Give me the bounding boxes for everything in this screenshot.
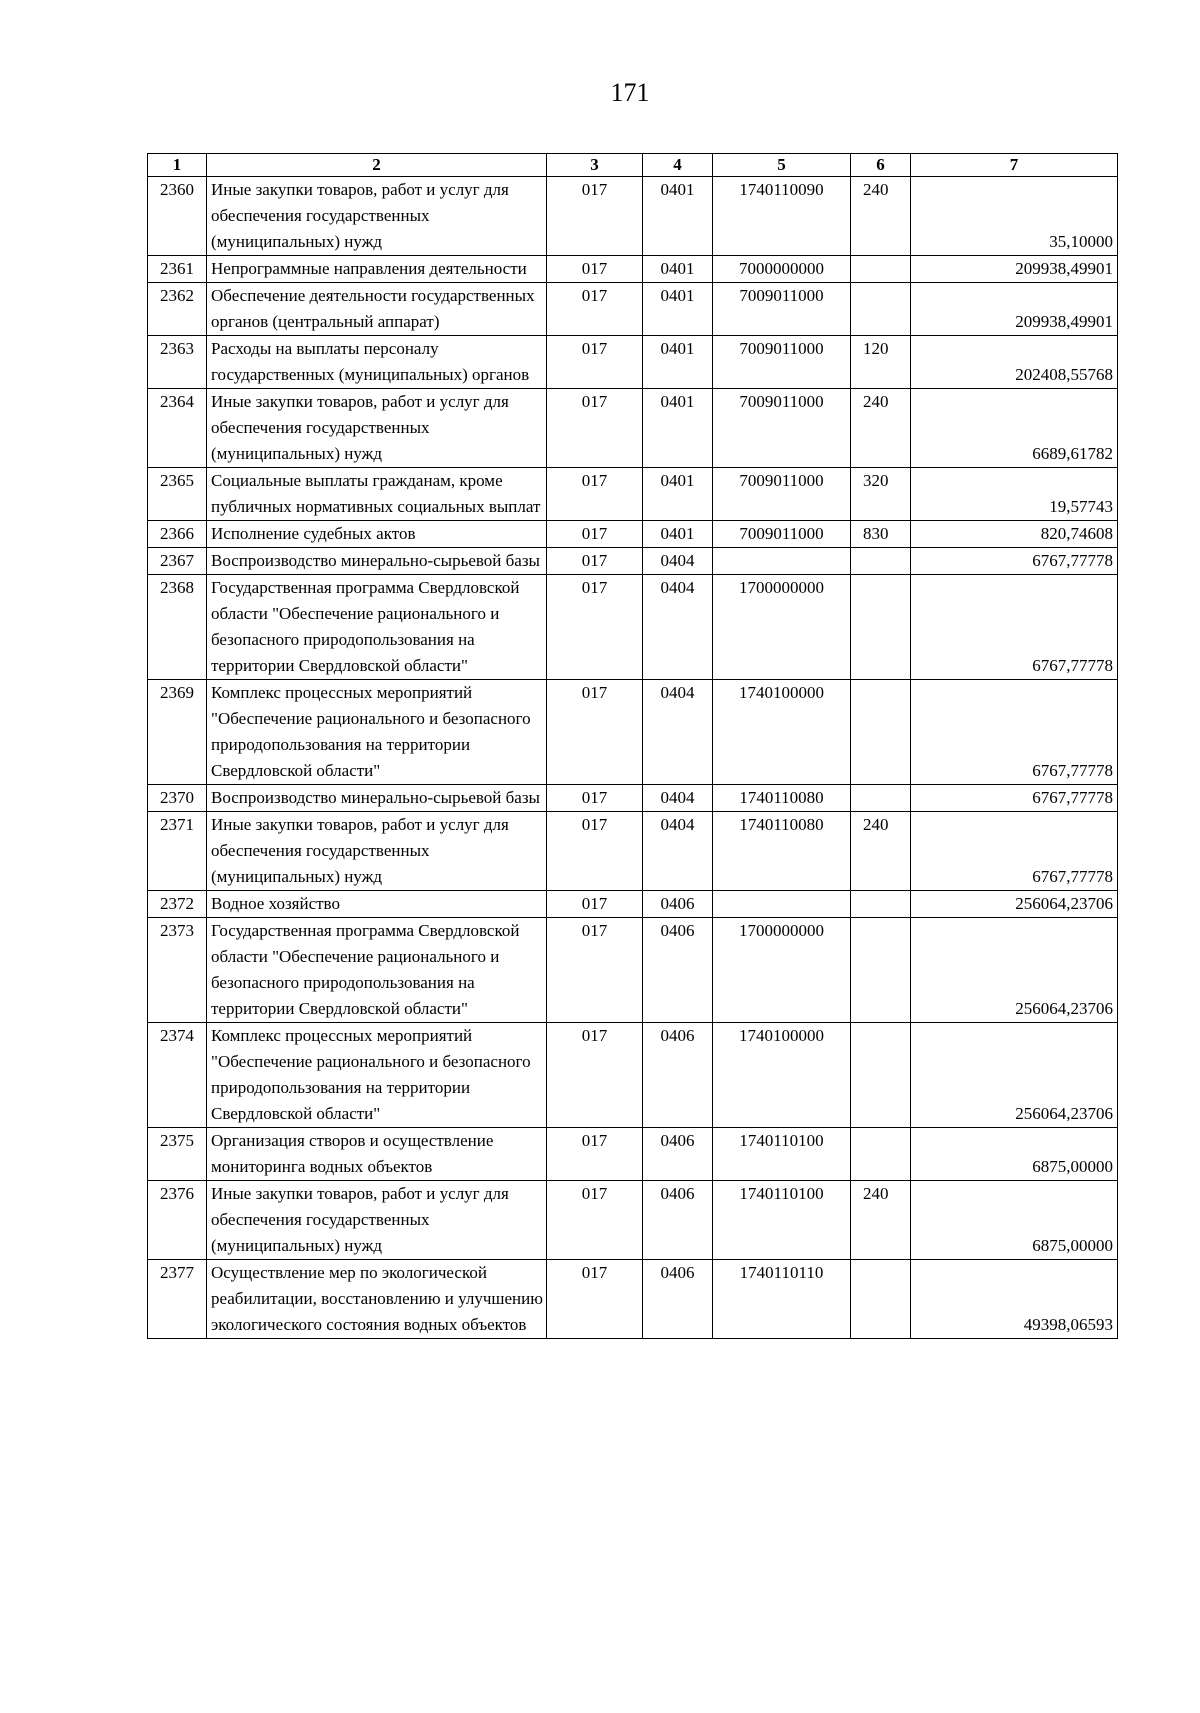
- admin-code-cell: 017: [547, 1181, 643, 1260]
- row-number-cell: 2375: [148, 1128, 207, 1181]
- amount-cell: [911, 283, 1118, 336]
- amount-value: 6767,77778: [1032, 867, 1113, 886]
- amount-cell: [911, 1128, 1118, 1181]
- amount-value: 35,10000: [1049, 232, 1113, 251]
- section-code-cell: 0401: [643, 177, 713, 256]
- target-article-code-cell: 1740110080: [713, 812, 851, 891]
- table-row: [148, 468, 1118, 521]
- expense-name-cell: Социальные выплаты гражданам, кроме публичных нормативных социальных выплат: [207, 468, 547, 521]
- amount-cell: [911, 1023, 1118, 1128]
- expense-type-code-cell: [851, 918, 911, 1023]
- admin-code-cell: 017: [547, 336, 643, 389]
- row-number-cell: 2361: [148, 256, 207, 283]
- expense-name-cell: Непрограммные направления деятельности: [207, 256, 547, 283]
- expense-name-cell: Воспроизводство минерально-сырьевой базы: [207, 785, 547, 812]
- table-row: [148, 575, 1118, 680]
- expense-name-cell: Комплекс процессных мероприятий "Обеспечение рационального и безопасного природопользования на территории Свердловской области": [207, 1023, 547, 1128]
- expense-name-cell: Воспроизводство минерально-сырьевой базы: [207, 548, 547, 575]
- expense-name-cell: Иные закупки товаров, работ и услуг для обеспечения государственных (муниципальных) нужд: [207, 389, 547, 468]
- target-article-code-cell: [713, 548, 851, 575]
- target-article-code-cell: 1740110080: [713, 785, 851, 812]
- row-number-cell: 2365: [148, 468, 207, 521]
- target-article-code-cell: 1740110100: [713, 1128, 851, 1181]
- amount-value: 256064,23706: [1015, 999, 1113, 1018]
- expense-name-cell: Иные закупки товаров, работ и услуг для обеспечения государственных (муниципальных) нужд: [207, 1181, 547, 1260]
- amount-cell: [911, 812, 1118, 891]
- row-number-cell: 2363: [148, 336, 207, 389]
- row-number-cell: 2367: [148, 548, 207, 575]
- amount-value: 209938,49901: [1015, 259, 1113, 278]
- table-row: [148, 521, 1118, 548]
- row-number-cell: 2376: [148, 1181, 207, 1260]
- admin-code-cell: 017: [547, 891, 643, 918]
- amount-value: 49398,06593: [1023, 1315, 1113, 1334]
- target-article-code-cell: 7009011000: [713, 521, 851, 548]
- header-cell-1: 1: [148, 154, 207, 177]
- table-row: [148, 785, 1118, 812]
- row-number-cell: 2373: [148, 918, 207, 1023]
- amount-value: 202408,55768: [1015, 365, 1113, 384]
- row-number-cell: 2372: [148, 891, 207, 918]
- amount-cell: [911, 548, 1118, 575]
- admin-code-cell: 017: [547, 1128, 643, 1181]
- section-code-cell: 0401: [643, 389, 713, 468]
- expense-type-code-cell: [851, 575, 911, 680]
- header-cell-6: 6: [851, 154, 911, 177]
- target-article-code-cell: 7000000000: [713, 256, 851, 283]
- expense-name-cell: Иные закупки товаров, работ и услуг для обеспечения государственных (муниципальных) нужд: [207, 812, 547, 891]
- table-row: [148, 256, 1118, 283]
- target-article-code-cell: 7009011000: [713, 336, 851, 389]
- row-number-cell: 2366: [148, 521, 207, 548]
- amount-cell: [911, 891, 1118, 918]
- expense-type-code-cell: [851, 256, 911, 283]
- target-article-code-cell: 1700000000: [713, 575, 851, 680]
- section-code-cell: 0401: [643, 283, 713, 336]
- admin-code-cell: 017: [547, 389, 643, 468]
- header-cell-3: 3: [547, 154, 643, 177]
- expense-type-code-cell: 240: [851, 812, 911, 891]
- table-row: [148, 389, 1118, 468]
- amount-cell: [911, 389, 1118, 468]
- header-cell-5: 5: [713, 154, 851, 177]
- admin-code-cell: 017: [547, 283, 643, 336]
- header-row: [148, 154, 1118, 177]
- expense-name-cell: Осуществление мер по экологической реабилитации, восстановлению и улучшению экологического состояния водных объектов: [207, 1260, 547, 1339]
- expense-type-code-cell: 240: [851, 389, 911, 468]
- admin-code-cell: 017: [547, 521, 643, 548]
- target-article-code-cell: 7009011000: [713, 389, 851, 468]
- section-code-cell: 0401: [643, 256, 713, 283]
- expense-type-code-cell: [851, 1260, 911, 1339]
- expense-name-cell: Обеспечение деятельности государственных органов (центральный аппарат): [207, 283, 547, 336]
- expense-name-cell: Комплекс процессных мероприятий "Обеспечение рационального и безопасного природопользования на территории Свердловской области": [207, 680, 547, 785]
- expense-name-cell: Расходы на выплаты персоналу государственных (муниципальных) органов: [207, 336, 547, 389]
- expense-type-code-cell: 320: [851, 468, 911, 521]
- amount-value: 209938,49901: [1015, 312, 1113, 331]
- page-number: 171: [610, 78, 650, 107]
- expense-type-code-cell: [851, 1023, 911, 1128]
- table-body: [148, 177, 1118, 1339]
- table-row: [148, 680, 1118, 785]
- section-code-cell: 0401: [643, 468, 713, 521]
- amount-value: 6767,77778: [1032, 656, 1113, 675]
- table-row: [148, 1181, 1118, 1260]
- section-code-cell: 0404: [643, 812, 713, 891]
- table-row: [148, 812, 1118, 891]
- expense-type-code-cell: 240: [851, 1181, 911, 1260]
- amount-cell: [911, 918, 1118, 1023]
- target-article-code-cell: 7009011000: [713, 283, 851, 336]
- row-number-cell: 2362: [148, 283, 207, 336]
- header-cell-7: 7: [911, 154, 1118, 177]
- amount-value: 256064,23706: [1015, 894, 1113, 913]
- section-code-cell: 0406: [643, 1260, 713, 1339]
- table-row: [148, 177, 1118, 256]
- amount-cell: [911, 1260, 1118, 1339]
- header-cell-2: 2: [207, 154, 547, 177]
- target-article-code-cell: 1740110110: [713, 1260, 851, 1339]
- admin-code-cell: 017: [547, 256, 643, 283]
- admin-code-cell: 017: [547, 680, 643, 785]
- table-row: [148, 1260, 1118, 1339]
- expense-name-cell: Государственная программа Свердловской области "Обеспечение рационального и безопасного природопользования на территории Свердловской области": [207, 918, 547, 1023]
- admin-code-cell: 017: [547, 468, 643, 521]
- table-row: [148, 548, 1118, 575]
- admin-code-cell: 017: [547, 177, 643, 256]
- amount-value: 820,74608: [1040, 524, 1113, 543]
- section-code-cell: 0406: [643, 1023, 713, 1128]
- amount-cell: [911, 336, 1118, 389]
- table-row: [148, 1023, 1118, 1128]
- target-article-code-cell: 1740110090: [713, 177, 851, 256]
- expense-type-code-cell: [851, 548, 911, 575]
- section-code-cell: 0406: [643, 1181, 713, 1260]
- amount-value: 6875,00000: [1032, 1236, 1113, 1255]
- row-number-cell: 2364: [148, 389, 207, 468]
- amount-value: 6767,77778: [1032, 551, 1113, 570]
- expense-type-code-cell: [851, 680, 911, 785]
- expense-type-code-cell: [851, 1128, 911, 1181]
- section-code-cell: 0404: [643, 785, 713, 812]
- target-article-code-cell: 1740100000: [713, 1023, 851, 1128]
- header-cell-4: 4: [643, 154, 713, 177]
- admin-code-cell: 017: [547, 1023, 643, 1128]
- row-number-cell: 2369: [148, 680, 207, 785]
- expense-type-code-cell: [851, 283, 911, 336]
- expense-name-cell: Иные закупки товаров, работ и услуг для обеспечения государственных (муниципальных) нужд: [207, 177, 547, 256]
- expense-type-code-cell: 240: [851, 177, 911, 256]
- expense-type-code-cell: [851, 891, 911, 918]
- section-code-cell: 0406: [643, 1128, 713, 1181]
- amount-value: 6689,61782: [1032, 444, 1113, 463]
- budget-table: [147, 153, 1118, 1339]
- row-number-cell: 2370: [148, 785, 207, 812]
- amount-cell: [911, 785, 1118, 812]
- amount-cell: [911, 575, 1118, 680]
- section-code-cell: 0404: [643, 575, 713, 680]
- section-code-cell: 0404: [643, 680, 713, 785]
- amount-value: 19,57743: [1049, 497, 1113, 516]
- amount-cell: [911, 1181, 1118, 1260]
- table-row: [148, 283, 1118, 336]
- expense-type-code-cell: 830: [851, 521, 911, 548]
- expense-name-cell: Водное хозяйство: [207, 891, 547, 918]
- admin-code-cell: 017: [547, 918, 643, 1023]
- section-code-cell: 0401: [643, 521, 713, 548]
- admin-code-cell: 017: [547, 785, 643, 812]
- amount-value: 6767,77778: [1032, 788, 1113, 807]
- admin-code-cell: 017: [547, 575, 643, 680]
- target-article-code-cell: 1700000000: [713, 918, 851, 1023]
- row-number-cell: 2374: [148, 1023, 207, 1128]
- table-row: [148, 891, 1118, 918]
- row-number-cell: 2377: [148, 1260, 207, 1339]
- amount-cell: [911, 680, 1118, 785]
- table-row: [148, 918, 1118, 1023]
- amount-cell: [911, 468, 1118, 521]
- target-article-code-cell: [713, 891, 851, 918]
- row-number-cell: 2368: [148, 575, 207, 680]
- section-code-cell: 0401: [643, 336, 713, 389]
- expense-type-code-cell: [851, 785, 911, 812]
- amount-cell: [911, 177, 1118, 256]
- table-row: [148, 336, 1118, 389]
- target-article-code-cell: 1740100000: [713, 680, 851, 785]
- admin-code-cell: 017: [547, 1260, 643, 1339]
- section-code-cell: 0406: [643, 891, 713, 918]
- admin-code-cell: 017: [547, 548, 643, 575]
- expense-name-cell: Государственная программа Свердловской области "Обеспечение рационального и безопасного природопользования на территории Свердловской области": [207, 575, 547, 680]
- table-row: [148, 1128, 1118, 1181]
- expense-type-code-cell: 120: [851, 336, 911, 389]
- amount-cell: [911, 256, 1118, 283]
- amount-cell: [911, 521, 1118, 548]
- row-number-cell: 2360: [148, 177, 207, 256]
- target-article-code-cell: 1740110100: [713, 1181, 851, 1260]
- expense-name-cell: Организация створов и осуществление мониторинга водных объектов: [207, 1128, 547, 1181]
- row-number-cell: 2371: [148, 812, 207, 891]
- section-code-cell: 0404: [643, 548, 713, 575]
- admin-code-cell: 017: [547, 812, 643, 891]
- amount-value: 256064,23706: [1015, 1104, 1113, 1123]
- section-code-cell: 0406: [643, 918, 713, 1023]
- amount-value: 6875,00000: [1032, 1157, 1113, 1176]
- amount-value: 6767,77778: [1032, 761, 1113, 780]
- target-article-code-cell: 7009011000: [713, 468, 851, 521]
- expense-name-cell: Исполнение судебных актов: [207, 521, 547, 548]
